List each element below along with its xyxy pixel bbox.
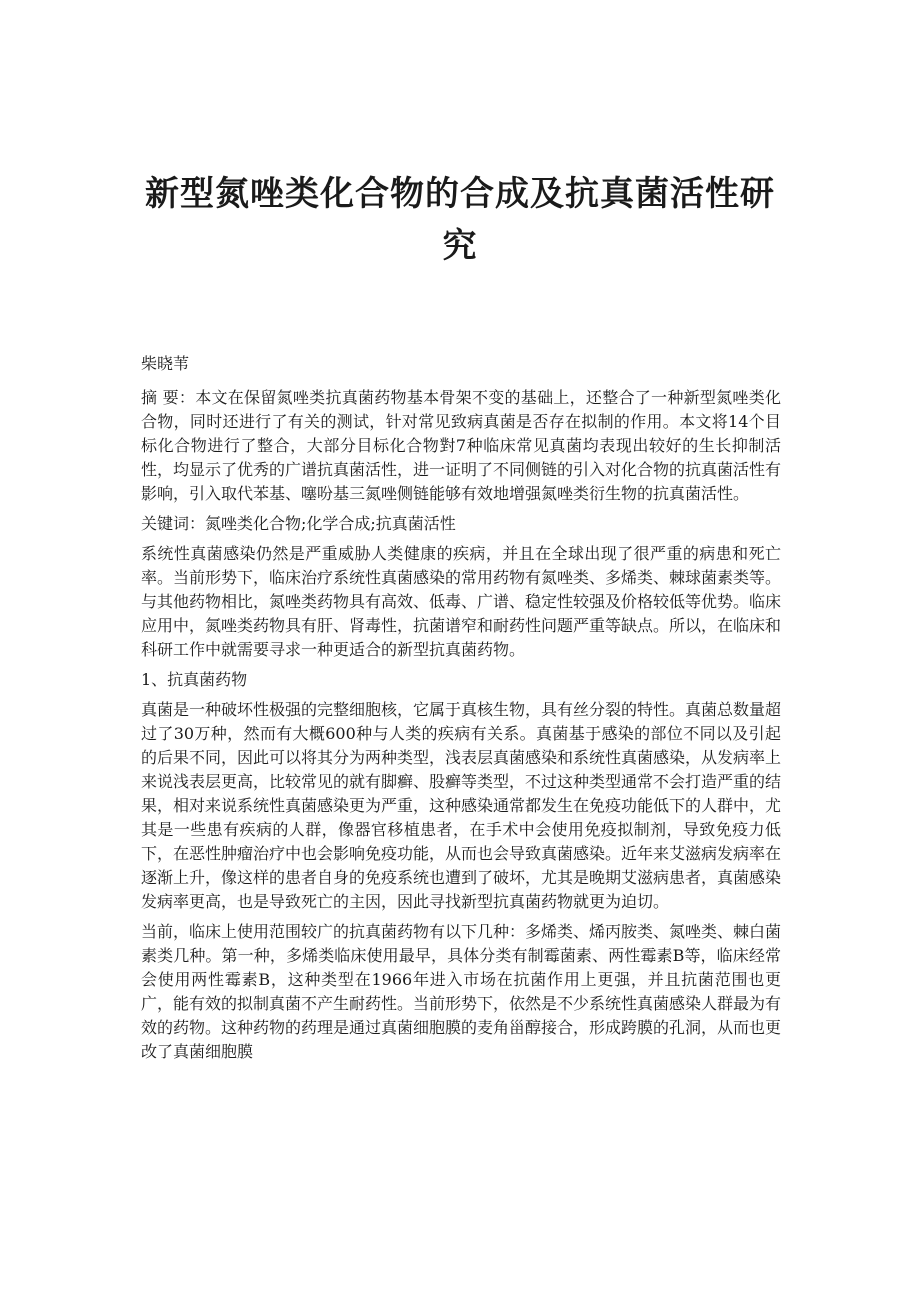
intro-paragraph: 系统性真菌感染仍然是严重威胁人类健康的疾病，并且在全球出现了很严重的病患和死亡率。当前形势下，临床治疗系统性真菌感染的常用药物有氮唑类、多烯类、棘球菌素类等。与其他药物相比，氮唑类药物具有高效、低毒、广谱、稳定性较强及价格较低等优势。临床应用中，氮唑类药物具有肝、肾毒性，抗菌谱窄和耐药性问题严重等缺点。所以，在临床和科研工作中就需要寻求一种更适合的新型抗真菌药物。 bbox=[141, 544, 782, 659]
author-name: 柴晓苇 bbox=[141, 354, 190, 373]
body-paragraph: 当前，临床上使用范围较广的抗真菌药物有以下几种：多烯类、烯丙胺类、氮唑类、棘白菌素类几种。第一种，多烯类临床使用最早，具体分类有制霉菌素、两性霉素B等，临床经常会使用两性霉素B，这种类型在1966年进入市场在抗菌作用上更强，并且抗菌范围也更广，能有效的拟制真菌不产生耐药性。当前形势下，依然是不少系统性真菌感染人群最为有效的药物。这种药物的药理是通过真菌细胞膜的麦角甾醇接合，形成跨膜的孔洞，从而也更改了真菌细胞膜 bbox=[141, 922, 782, 1061]
abstract-paragraph: 摘 要：本文在保留氮唑类抗真菌药物基本骨架不变的基础上，还整合了一种新型氮唑类化合物，同时还进行了有关的测试，针对常见致病真菌是否存在拟制的作用。本文将14个目标化合物进行了整合，大部分目标化合物對7种临床常见真菌均表现出较好的生长抑制活性，均显示了优秀的广谱抗真菌活性，进一证明了不同侧链的引入对化合物的抗真菌活性有影响，引入取代苯基、噻吩基三氮唑侧链能够有效地增强氮唑类衍生物的抗真菌活性。 bbox=[141, 388, 782, 503]
body-paragraph: 真菌是一种破坏性极强的完整细胞核，它属于真核生物，具有丝分裂的特性。真菌总数量超过了30万种，然而有大概600种与人类的疾病有关系。真菌基于感染的部位不同以及引起的后果不同，因此可以将其分为两种类型，浅表层真菌感染和系统性真菌感染，从发病率上来说浅表层更高，比较常见的就有脚癣、股癣等类型，不过这种类型通常不会打造严重的结果，相对来说系统性真菌感染更为严重，这种感染通常都发生在免疫功能低下的人群中，尤其是一些患有疾病的人群，像器官移植患者，在手术中会使用免疫拟制剂，导致免疫力低下，在恶性肿瘤治疗中也会影响免疫功能，从而也会导致真菌感染。近年来艾滋病发病率在逐渐上升，像这样的患者自身的免疫系统也遭到了破坏，尤其是晚期艾滋病患者，真菌感染发病率更高，也是导致死亡的主因，因此寻找新型抗真菌药物就更为迫切。 bbox=[141, 700, 782, 911]
section-heading: 1、抗真菌药物 bbox=[141, 670, 248, 689]
paper-body bbox=[141, 352, 781, 1070]
keywords-line: 关键词：氮唑类化合物;化学合成;抗真菌活性 bbox=[141, 514, 456, 533]
paper-title: 新型氮唑类化合物的合成及抗真菌活性研究 bbox=[145, 174, 775, 266]
